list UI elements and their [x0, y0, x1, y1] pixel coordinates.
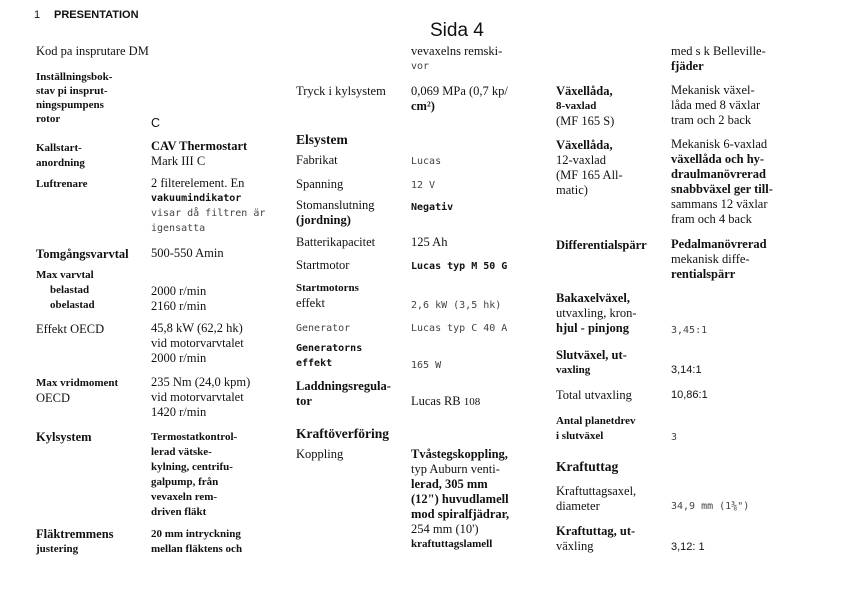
kraftuttagsaxel-value: 34,9 mm (1⅜")	[671, 501, 750, 512]
bakaxel-label: Bakaxelväxel, utvaxling, kron- hjul - pinjong	[556, 291, 637, 335]
generator-effekt-label: Generatorns effekt	[296, 343, 363, 369]
kylsystem-value: Termostatkontrol- lerad vätske- kylning, centrifu- galpump, från vevaxeln rem- driven fläkt	[151, 431, 238, 518]
spanning-label: Spanning	[296, 177, 344, 191]
batteri-value: 125 Ah	[411, 235, 448, 249]
vaxellada12-label: Växellåda, 12-vaxlad (MF 165 All- matic)	[556, 138, 623, 197]
slutvaxel-value: 3,14:1	[671, 364, 702, 376]
vridmoment-label: Max vridmoment OECD	[36, 377, 119, 405]
stomanslutning-label: Stomanslutning (jordning)	[296, 198, 375, 227]
laddning-label: Laddningsregula- tor	[296, 379, 391, 408]
stomanslutning-value: Negativ	[411, 202, 454, 213]
generator-value: Lucas typ C 40 A	[411, 323, 508, 334]
tomgang-label: Tomgångsvarvtal	[36, 247, 129, 261]
page-label: Sida 4	[430, 20, 484, 41]
kraftuttag-heading: Kraftuttag	[556, 459, 619, 474]
batteri-label: Batterikapacitet	[296, 235, 376, 249]
kallstart-value: CAV Thermostart Mark III C	[151, 139, 248, 168]
koppling-value: Tvåstegskoppling, typ Auburn venti- lerad, 305 mm (12") huvudlamell mod spiralfjädrar, 254 mm (10') kraftuttagslamell	[411, 447, 510, 550]
installning-value: C	[151, 116, 161, 130]
vridmoment-value: 235 Nm (24,0 kpm) vid motorvarvtalet 1420 r/min	[151, 375, 251, 419]
section-number: 1	[34, 9, 41, 21]
kraftuttag-utvaxling-label: Kraftuttag, ut- växling	[556, 524, 636, 553]
kallstart-label: Kallstart- anordning	[36, 142, 85, 169]
total-utvaxling-label: Total utvaxling	[556, 388, 632, 402]
generator-label: Generator	[296, 323, 351, 334]
fabrikat-label: Fabrikat	[296, 153, 338, 167]
bakaxel-value: 3,45:1	[671, 325, 708, 336]
flaktrem-label: Fläktremmens justering	[36, 527, 114, 555]
kod-label: Kod pa insprutare DM	[36, 44, 149, 58]
luftrenare-label: Luftrenare	[36, 178, 88, 190]
total-utvaxling-value: 10,86:1	[671, 389, 708, 401]
maxvarv-value: 2000 r/min 2160 r/min	[151, 284, 207, 313]
planetdrev-label: Antal planetdrev i slutväxel	[556, 415, 636, 442]
kraftuttagsaxel-label: Kraftuttagsaxel, diameter	[556, 484, 637, 513]
startmotor-effekt-label: Startmotorns effekt	[296, 282, 359, 310]
vaxellada8-value: Mekanisk växel- låda med 8 växlar tram och 2 back	[671, 83, 761, 127]
fabrikat-value: Lucas	[411, 156, 442, 167]
tryck-value: 0,069 MPa (0,7 kp/ cm²)	[411, 84, 508, 113]
vaxellada8-label: Växellåda, 8-vaxlad (MF 165 S)	[556, 84, 615, 128]
differentialsparr-label: Differentialspärr	[556, 238, 647, 252]
flaktrem-value: 20 mm intryckning mellan fläktens och	[151, 528, 243, 555]
section-title: PRESENTATION	[54, 9, 139, 21]
belleville-continued: med s k Belleville- fjäder	[671, 44, 766, 73]
laddning-value: Lucas RB 108	[411, 394, 481, 408]
startmotor-label: Startmotor	[296, 258, 350, 272]
effekt-label: Effekt OECD	[36, 322, 105, 336]
vaxellada12-value: Mekanisk 6-vaxlad växellåda och hy- draulmanövrerad snabbväxel ger till- sammans 12 växlar fram och 4 back	[671, 137, 773, 226]
slutvaxel-label: Slutväxel, ut- vaxling	[556, 348, 627, 376]
tomgang-value: 500-550 Amin	[151, 246, 224, 260]
luftrenare-value: 2 filterelement. En vakuumindikator visar då filtren är igensatta	[151, 176, 266, 234]
koppling-label: Koppling	[296, 447, 344, 461]
maxvarv-label: Max varvtal belastad obelastad	[36, 269, 95, 311]
effekt-value: 45,8 kW (62,2 hk) vid motorvarvtalet 2000 r/min	[151, 321, 244, 365]
startmotor-value: Lucas typ M 50 G	[411, 261, 508, 272]
differentialsparr-value: Pedalmanövrerad mekanisk diffe- rentialspärr	[671, 237, 767, 281]
planetdrev-value: 3	[671, 432, 678, 443]
startmotor-effekt-value: 2,6 kW (3,5 hk)	[411, 300, 502, 311]
remskiva-continued: vevaxelns remski- vor	[411, 44, 503, 72]
kraftoverforing-heading: Kraftöverföring	[296, 426, 389, 441]
kraftuttag-utvaxling-value: 3,12: 1	[671, 541, 705, 553]
kylsystem-label: Kylsystem	[36, 430, 92, 444]
installning-label: Inställningsbok- stav pi insprut- ningspumpens rotor	[36, 71, 113, 125]
tryck-label: Tryck i kylsystem	[296, 84, 386, 98]
generator-effekt-value: 165 W	[411, 360, 442, 371]
spanning-value: 12 V	[411, 180, 436, 191]
elsystem-heading: Elsystem	[296, 132, 348, 147]
